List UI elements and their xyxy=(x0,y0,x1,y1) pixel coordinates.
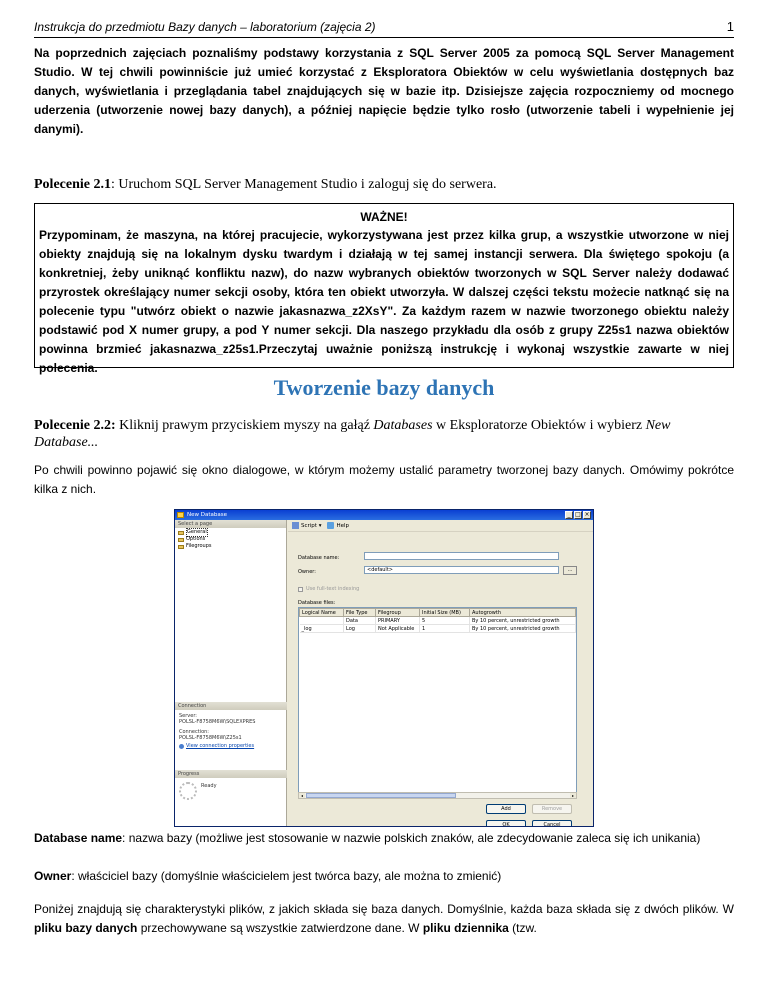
script-icon xyxy=(292,522,299,529)
col-autogrowth[interactable]: Autogrowth xyxy=(470,609,576,617)
select-page-header: Select a page xyxy=(175,520,286,528)
task-2-1-text: : Uruchom SQL Server Management Studio i zaloguj się do serwera. xyxy=(110,177,497,192)
definition-database-name xyxy=(34,829,734,848)
dialog-right-pane xyxy=(288,520,594,827)
scroll-right-icon[interactable]: ▸ xyxy=(571,793,574,798)
files-text-a: Poniżej znajdują się charakterystyki plików, z jakich składa się baza danych. Domyślnie, każda baza składa się z dwóch plików. W xyxy=(34,902,734,916)
task-2-2-new-database: New Database... xyxy=(34,418,671,450)
section-title: Tworzenie bazy danych xyxy=(273,375,495,400)
page-icon xyxy=(178,531,184,535)
ok-button[interactable]: OK xyxy=(486,820,526,827)
scroll-left-icon[interactable]: ◂ xyxy=(300,793,303,798)
task-2-2-text-b: w Eksploratorze Obiektów i wybierz xyxy=(432,418,646,433)
grid-header-row xyxy=(300,609,576,617)
files-paragraph xyxy=(34,900,734,938)
close-button[interactable]: × xyxy=(584,511,590,518)
connection-section xyxy=(175,702,287,752)
table-row[interactable] xyxy=(300,625,576,633)
view-connection-properties-label: View connection properties xyxy=(186,743,255,749)
database-files-label: Database files: xyxy=(298,600,336,606)
term-owner: Owner xyxy=(34,869,72,883)
script-label: Script xyxy=(301,523,317,529)
checkbox-icon xyxy=(298,587,303,592)
cancel-button[interactable]: Cancel xyxy=(532,820,572,827)
definition-database-name-text: : nazwa bazy (możliwe jest stosowanie w nazwie polskich znaków, ale zdecydowanie zaleca się ich unikania) xyxy=(122,831,701,845)
col-file-type[interactable]: File Type xyxy=(344,609,376,617)
fulltext-label: Use full-text indexing xyxy=(306,586,360,592)
cell-logical-name[interactable]: _log xyxy=(300,625,344,633)
cell-initial-size[interactable]: 5 xyxy=(420,617,470,625)
important-text: Przypominam, że maszyna, na której pracujecie, wykorzystywana jest przez kilka grup, a wszystkie utworzone w niej obiekty znajdują się na lokalnym dysku twardym i działają w tej samej instancji serwera. Dla świętego spokoju (a konkretniej, żeby uniknąć konfliktu nazw), do nazw wybranych obiektów tworzonych w SQL Server należy dodawać przyrostek określający numer sekcji osoby, która ten obiekt utworzyła. W dalszej części tekstu możecie natknąć się na polecenie typu "utwórz obiekt o nazwie jakasnazwa_z2XsY". Za każdym razem w nazwie tworzonego obiektu należy podstawić pod X numer grupy, a pod Y numer sekcji. Dla naszego przykładu dla osób z grupy Z25s1 nazwa obiektów powinna brzmieć jakasnazwa_z25s1.Przeczytaj uważnie poniższą instrukcję i wykonaj wszystkie zawarte w niej polecenia. xyxy=(39,228,729,375)
page-filegroups-label: Filegroups xyxy=(186,543,212,549)
task-2-1 xyxy=(34,176,734,193)
minimize-button[interactable]: _ xyxy=(565,511,573,519)
definition-owner-text: : właściciel bazy (domyślnie właścicielem jest twórca bazy, ale można to zmienić) xyxy=(71,869,502,883)
page-number: 1 xyxy=(726,19,734,34)
cell-file-type: Data xyxy=(344,617,376,625)
database-icon xyxy=(177,512,184,518)
script-button[interactable] xyxy=(292,522,321,529)
fulltext-checkbox[interactable] xyxy=(298,586,359,592)
term-database-file: pliku bazy danych xyxy=(34,921,138,935)
owner-label: Owner: xyxy=(298,569,316,575)
files-text-e: (tzw. xyxy=(508,921,537,935)
ready-status: Ready xyxy=(201,783,217,789)
cell-file-type: Log xyxy=(344,625,376,633)
col-filegroup[interactable]: Filegroup xyxy=(376,609,420,617)
database-name-input[interactable] xyxy=(364,552,559,560)
cell-logical-name[interactable] xyxy=(300,617,344,625)
progress-section xyxy=(175,770,287,789)
col-logical-name[interactable]: Logical Name xyxy=(300,609,344,617)
important-title: WAŻNE! xyxy=(360,210,408,224)
page-header xyxy=(34,16,734,38)
progress-spinner-icon xyxy=(179,782,197,800)
maximize-button[interactable]: □ xyxy=(575,511,581,518)
dialog-title: New Database xyxy=(187,512,227,518)
progress-header: Progress xyxy=(175,770,287,778)
task-2-2-label: Polecenie 2.2: xyxy=(34,418,116,433)
page-list xyxy=(175,528,286,551)
col-initial-size[interactable]: Initial Size (MB) xyxy=(420,609,470,617)
cell-filegroup: PRIMARY xyxy=(376,617,420,625)
task-2-2 xyxy=(34,417,734,451)
properties-icon xyxy=(179,744,184,749)
database-name-label: Database name: xyxy=(298,555,340,561)
page-options[interactable] xyxy=(178,536,283,543)
page-icon xyxy=(178,538,184,542)
table-row[interactable] xyxy=(300,617,576,625)
scroll-thumb[interactable] xyxy=(306,793,456,798)
task-2-2-text-a: Kliknij prawym przyciskiem myszy na gałąź xyxy=(115,418,374,433)
view-connection-properties-link[interactable] xyxy=(179,743,283,749)
add-button[interactable]: Add xyxy=(486,804,526,814)
page-general[interactable] xyxy=(178,529,283,536)
server-value: POLSL-F8758M6W\SQLEXPRES xyxy=(179,719,256,725)
page-general-label: General xyxy=(187,529,207,535)
page-filegroups[interactable] xyxy=(178,543,283,550)
remove-button[interactable]: Remove xyxy=(532,804,572,814)
task-2-2-databases: Databases xyxy=(373,418,433,433)
database-files-grid xyxy=(298,607,577,793)
page-icon xyxy=(178,545,184,549)
page-options-label: Options xyxy=(186,536,206,542)
new-database-dialog xyxy=(174,509,594,827)
definition-owner xyxy=(34,867,734,886)
cell-autogrowth[interactable]: By 10 percent, unrestricted growth xyxy=(470,617,576,625)
dialog-titlebar xyxy=(175,510,593,520)
owner-input[interactable]: <default> xyxy=(364,566,559,574)
files-text-c: przechowywane są wszystkie zatwierdzone dane. W xyxy=(137,921,423,935)
connection-value: POLSL-F8758M6W\Z25s1 xyxy=(179,735,242,741)
horizontal-scrollbar[interactable] xyxy=(298,792,577,799)
intro-paragraph: Na poprzednich zajęciach poznaliśmy podstawy korzystania z SQL Server 2005 za pomocą SQL Server Management Studio. W tej chwili powinniście już umieć korzystać z Eksploratora Obiektów w celu wyświetlania dostępnych baz danych, wyświetlania i przeglądania tabel znajdujących się w bazie itp. Dzisiejsze zajęcia rozpoczniemy od mocnego uderzenia (utworzenie nowej bazy danych), a później napięcie będzie tylko rosło (utworzenie tabeli i wypełnienie jej danymi). xyxy=(34,46,734,136)
dialog-left-pane xyxy=(175,520,287,827)
header-title: Instrukcja do przedmiotu Bazy danych – laboratorium (zajęcia 2) xyxy=(34,20,376,34)
dialog-intro-paragraph: Po chwili powinno pojawić się okno dialogowe, w którym możemy ustalić parametry tworzonej bazy danych. Omówimy pokrótce kilka z nich. xyxy=(34,463,734,496)
cell-autogrowth[interactable]: By 10 percent, unrestricted growth xyxy=(470,625,576,633)
term-log-file: pliku dziennika xyxy=(422,921,509,935)
cell-filegroup: Not Applicable xyxy=(376,625,420,633)
task-2-1-label: Polecenie 2.1 xyxy=(34,177,111,192)
chevron-down-icon: ▾ xyxy=(318,523,322,529)
owner-browse-button[interactable]: ... xyxy=(563,566,577,575)
help-label: Help xyxy=(336,523,350,529)
connection-label: Connection: xyxy=(179,729,209,735)
server-label: Server: xyxy=(179,713,197,719)
help-button[interactable] xyxy=(327,522,349,529)
connection-header: Connection xyxy=(175,702,287,710)
help-icon xyxy=(327,522,334,529)
dialog-toolbar xyxy=(288,520,594,532)
important-box xyxy=(34,203,734,375)
term-database-name: Database name xyxy=(34,831,123,845)
cell-initial-size[interactable]: 1 xyxy=(420,625,470,633)
